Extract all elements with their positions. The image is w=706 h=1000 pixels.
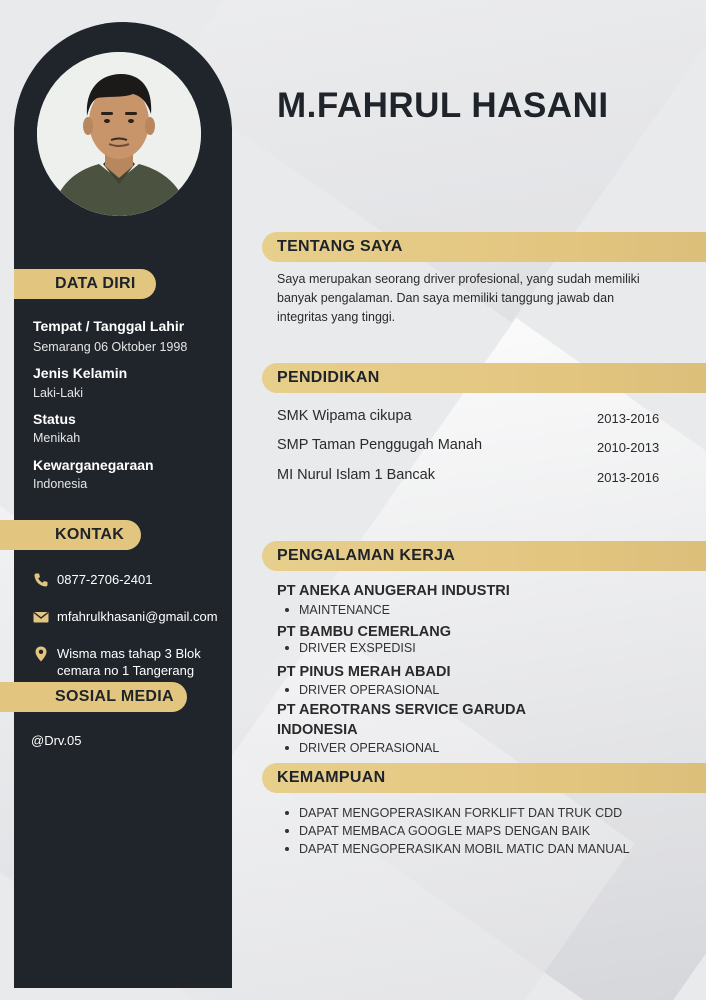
education-heading-text: PENDIDIKAN (277, 369, 380, 386)
gender-value: Laki-Laki (33, 386, 84, 400)
contact-address (33, 645, 201, 679)
school-years: 2013-2016 (597, 411, 660, 426)
job-company-line-2: INDONESIA (277, 722, 358, 738)
skills-heading (262, 763, 706, 793)
job-company: PT ANEKA ANUGERAH INDUSTRI (277, 583, 510, 599)
status-value: Menikah (33, 431, 81, 445)
experience-heading-text: PENGALAMAN KERJA (277, 547, 456, 564)
school-years: 2010-2013 (597, 440, 660, 455)
address-line-2: cemara no 1 Tangerang (57, 663, 195, 678)
birth-value: Semarang 06 Oktober 1998 (33, 340, 188, 354)
location-icon (33, 646, 49, 662)
school-name: SMK Wipama cikupa (277, 408, 412, 424)
education-heading (262, 363, 706, 393)
phone-number: 0877-2706-2401 (57, 572, 153, 587)
about-line-1: Saya merupakan seorang driver profesional, yang sudah memiliki (277, 272, 640, 286)
skills-heading-text: KEMAMPUAN (277, 769, 386, 786)
job-company (277, 700, 577, 740)
skill-item-text: DAPAT MENGOPERASIKAN MOBIL MATIC DAN MANUAL (299, 842, 630, 856)
email-address: mfahrulkhasani@gmail.com (57, 609, 218, 624)
skill-item-text: DAPAT MENGOPERASIKAN FORKLIFT DAN TRUK CDD (299, 806, 623, 820)
citizenship-label: Kewarganegaraan (33, 457, 154, 473)
experience-heading (262, 541, 706, 571)
skill-item-text: DAPAT MEMBACA GOOGLE MAPS DENGAN BAIK (299, 824, 591, 838)
education-row (277, 408, 667, 426)
gender-label: Jenis Kelamin (33, 365, 128, 381)
job-role (285, 741, 439, 755)
job-role (285, 603, 390, 617)
sosial-media-heading-text: SOSIAL MEDIA (55, 688, 174, 705)
job-company-line-1: PT AEROTRANS SERVICE GARUDA (277, 702, 526, 718)
job-role-text: DRIVER EXSPEDISI (299, 641, 416, 655)
email-icon (33, 609, 49, 625)
data-diri-heading (14, 269, 156, 299)
citizenship-value: Indonesia (33, 477, 88, 491)
full-name: M.FAHRUL HASANI (277, 86, 609, 125)
job-company: PT PINUS MERAH ABADI (277, 664, 451, 680)
education-row (277, 467, 667, 485)
sosial-media-heading (0, 682, 187, 712)
education-row (277, 437, 667, 455)
job-role-text: MAINTENANCE (299, 603, 390, 617)
about-heading (262, 232, 706, 262)
data-diri-heading-text: DATA DIRI (55, 275, 136, 292)
about-paragraph (277, 270, 687, 327)
skill-item (285, 806, 622, 820)
address-text (57, 645, 201, 679)
job-role (285, 683, 439, 697)
contact-email[interactable] (33, 608, 218, 625)
about-heading-text: TENTANG SAYA (277, 238, 403, 255)
job-role-text: DRIVER OPERASIONAL (299, 683, 440, 697)
status-label: Status (33, 411, 76, 427)
contact-phone[interactable] (33, 571, 152, 588)
about-line-2: banyak pengalaman. Dan saya memiliki tanggung jawab dan (277, 291, 615, 305)
job-role-text: DRIVER OPERASIONAL (299, 741, 440, 755)
skill-item (285, 842, 630, 856)
address-line-1: Wisma mas tahap 3 Blok (57, 646, 201, 661)
about-line-3: integritas yang tinggi. (277, 310, 396, 324)
school-name: MI Nurul Islam 1 Bancak (277, 467, 435, 483)
profile-photo (37, 52, 201, 216)
job-role (285, 641, 416, 655)
skill-item (285, 824, 590, 838)
kontak-heading (0, 520, 141, 550)
school-name: SMP Taman Penggugah Manah (277, 437, 483, 453)
phone-icon (33, 572, 49, 588)
birth-label: Tempat / Tanggal Lahir (33, 318, 185, 334)
school-years: 2013-2016 (597, 470, 660, 485)
social-handle[interactable]: @Drv.05 (31, 733, 82, 748)
kontak-heading-text: KONTAK (55, 526, 125, 543)
job-company: PT BAMBU CEMERLANG (277, 624, 451, 640)
